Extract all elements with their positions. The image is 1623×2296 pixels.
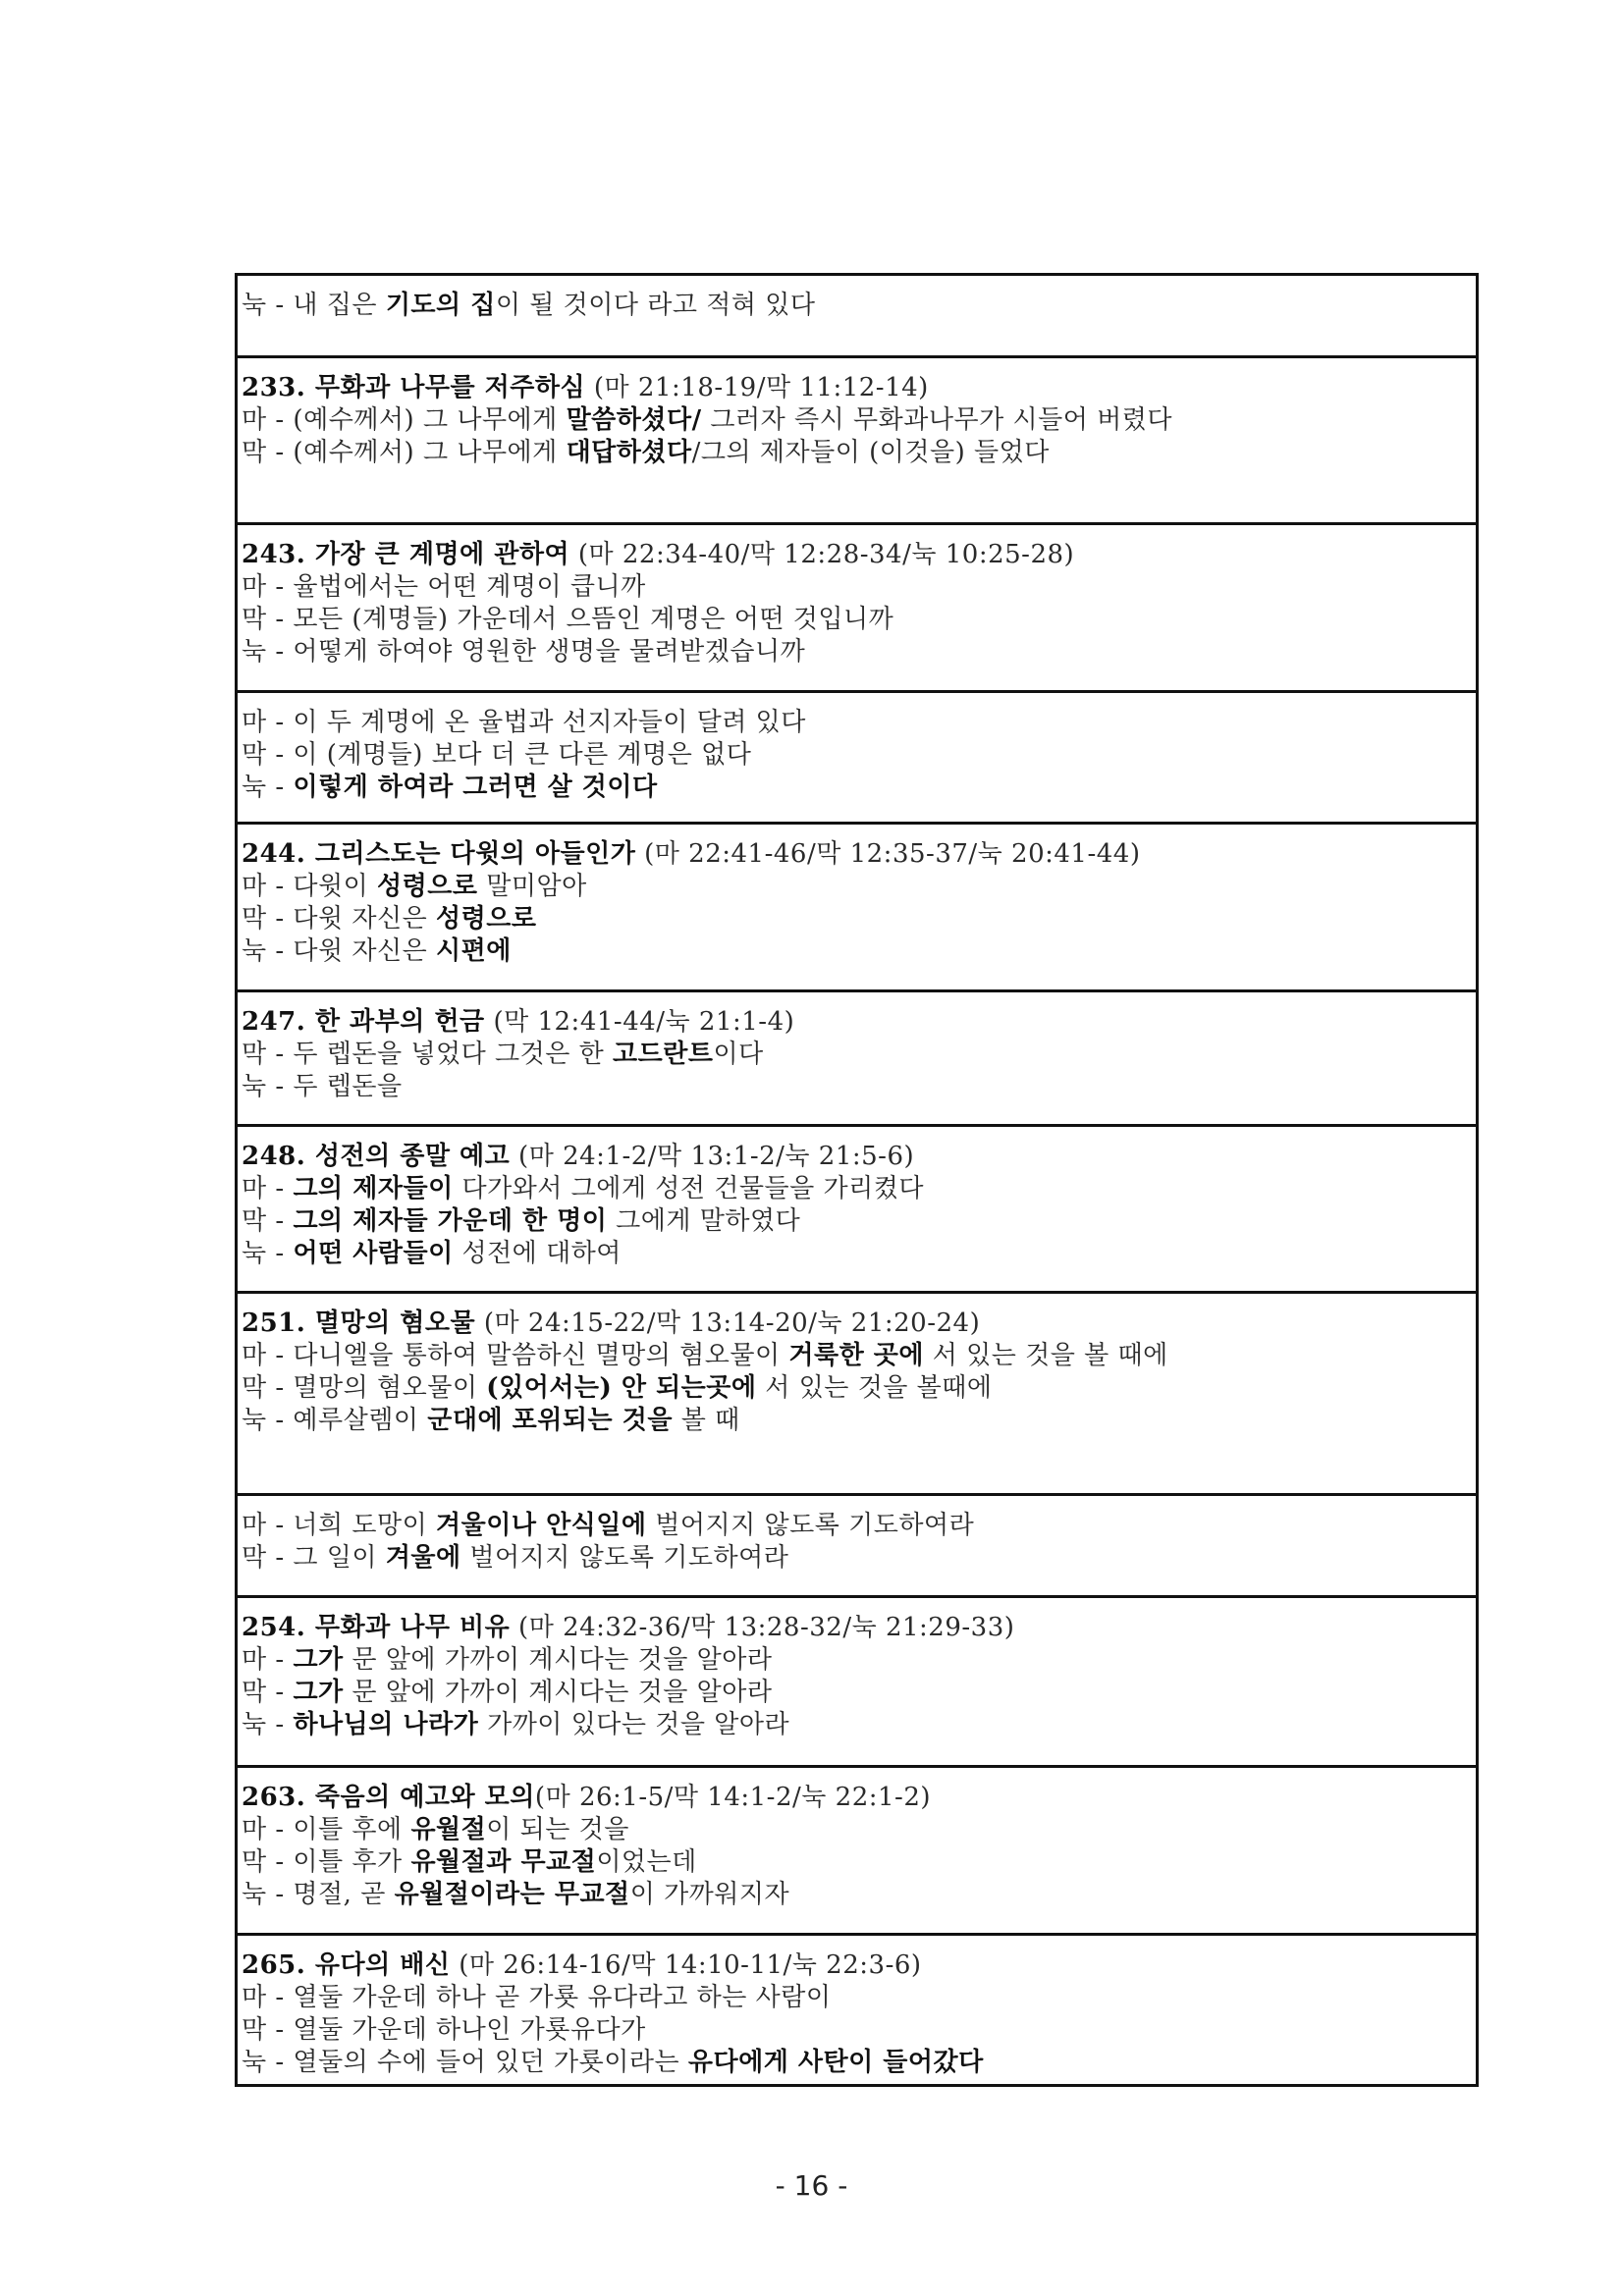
bold-text: 247. 한 과부의 헌금 [242,1007,485,1037]
bold-text: 겨울에 [385,1543,461,1573]
text-line [242,1006,1476,1039]
text-segment: 마 - [242,1645,294,1675]
text-line [242,1982,1476,2014]
bold-text: 251. 멸망의 혐오물 [242,1308,476,1338]
text-segment: 눅 - [242,773,294,802]
bold-text: (있어서는) 안 되는곳에 [486,1373,757,1403]
text-segment: (마 24:32-36/막 13:28-32/눅 21:29-33) [510,1613,1015,1642]
text-segment: 서 있는 것을 볼때에 [756,1373,993,1403]
bold-text: 그가 [293,1645,344,1675]
text-segment: 눅 - 다윗 자신은 [242,936,437,966]
table-cell [238,525,1476,693]
text-segment: 성전에 대하여 [453,1239,622,1268]
text-line [242,290,1476,322]
bold-text: 성령으로 [436,904,537,934]
text-segment: 막 - 멸망의 혐오물이 [242,1373,487,1403]
text-line [242,1949,1476,1982]
text-line [242,604,1476,636]
text-segment: 막 - 열둘 가운데 하나인 가룟유다가 [242,2015,646,2045]
text-line [242,1782,1476,1814]
table-cell [238,1598,1476,1768]
bold-text: 군대에 포위되는 것을 [427,1406,673,1435]
text-segment: (마 22:34-40/막 12:28-34/눅 10:25-28) [569,540,1075,569]
bold-text: 유월절이라는 무교절 [394,1880,630,1909]
bold-text: 그가 [293,1678,344,1707]
text-segment: (마 22:41-46/막 12:35-37/눅 20:41-44) [635,839,1141,869]
text-segment: 마 - 다윗이 [242,872,378,901]
bold-text: 265. 유다의 배신 [242,1950,451,1980]
text-segment: 눅 - 예루살렘이 [242,1406,428,1435]
text-line [242,1405,1476,1437]
bold-text: 이렇게 하여라 그러면 살 것이다 [293,773,658,802]
bold-text: 233. 무화과 나무를 저주하심 [242,373,586,402]
text-line [242,1510,1476,1542]
text-segment: 막 - (예수께서) 그 나무에게 [242,438,567,467]
text-segment: 벌어지지 않도록 기도하여라 [646,1511,975,1540]
table-cell [238,1768,1476,1936]
text-segment: 막 - 이 (계명들) 보다 더 큰 다른 계명은 없다 [242,740,752,770]
text-segment: /그의 제자들이 (이것을) 들었다 [691,438,1050,467]
text-segment: (마 21:18-19/막 11:12-14) [585,373,929,402]
text-line [242,1141,1476,1173]
bold-text: 유다에게 사탄이 들어갔다 [687,2048,984,2077]
text-segment: 가까이 있다는 것을 알아라 [478,1710,790,1739]
bold-text: 하나님의 나라가 [293,1710,479,1739]
bold-text: 244. 그리스도는 다윗의 아들인가 [242,839,636,869]
table-cell [238,1496,1476,1598]
table-cell [238,992,1476,1127]
page-number: - 16 - [775,2169,848,2202]
text-segment: 눅 - [242,1239,294,1268]
text-segment: 문 앞에 가까이 계시다는 것을 알아라 [343,1678,773,1707]
text-line [242,404,1476,437]
text-line [242,1709,1476,1741]
text-segment: 문 앞에 가까이 계시다는 것을 알아라 [343,1645,773,1675]
text-segment: 이다 [713,1040,764,1069]
bold-text: 기도의 집 [385,291,496,320]
text-line [242,739,1476,772]
text-line [242,1677,1476,1709]
text-segment: (마 24:15-22/막 13:14-20/눅 21:20-24) [475,1308,981,1338]
text-segment: 눅 - 두 렙돈을 [242,1072,403,1101]
text-line [242,1173,1476,1205]
text-line [242,2047,1476,2079]
bold-text: 유월절 [410,1815,487,1844]
bold-text: 말씀하셨다/ [566,405,702,435]
text-line [242,1205,1476,1238]
bold-text: 263. 죽음의 예고와 모의 [242,1783,535,1812]
text-line [242,1340,1476,1372]
bold-text: 고드란트 [613,1040,714,1069]
text-segment: 막 - 그 일이 [242,1543,386,1573]
text-segment: 볼 때 [672,1406,740,1435]
text-segment: 눅 - 어떻게 하여야 영원한 생명을 물려받겠습니까 [242,637,806,667]
text-segment: 눅 - 명절, 곧 [242,1880,395,1909]
text-line [242,571,1476,604]
text-segment: 막 - 다윗 자신은 [242,904,437,934]
text-line [242,1542,1476,1575]
text-segment: 말미암아 [477,872,587,901]
text-segment: 마 - 이틀 후에 [242,1815,411,1844]
text-segment: 막 - [242,1678,294,1707]
table-cell [238,358,1476,525]
bold-text: 그의 제자들이 [293,1174,454,1203]
text-segment: (마 26:1-5/막 14:1-2/눅 22:1-2) [534,1783,932,1812]
text-segment: 이 될 것이다 라고 적혀 있다 [495,291,816,320]
text-segment: 마 - 이 두 계명에 온 율법과 선지자들이 달려 있다 [242,708,806,737]
text-segment: 그에게 말하였다 [607,1206,801,1236]
text-segment: 이 가까워지자 [629,1880,790,1909]
bold-text: 248. 성전의 종말 예고 [242,1142,511,1171]
comparison-table [235,273,1479,2087]
text-segment: 마 - (예수께서) 그 나무에게 [242,405,567,435]
bold-text: 243. 가장 큰 계명에 관하여 [242,540,570,569]
text-line [242,437,1476,469]
text-line [242,903,1476,935]
text-line [242,1612,1476,1644]
text-line [242,1308,1476,1340]
bold-text: 성령으로 [377,872,478,901]
table-cell [238,1127,1476,1294]
bold-text: 대답하셨다 [566,438,692,467]
text-segment: 막 - 모든 (계명들) 가운데서 으뜸인 계명은 어떤 것입니까 [242,605,894,634]
text-segment: 그러자 즉시 무화과나무가 시들어 버렸다 [701,405,1172,435]
text-line [242,707,1476,739]
text-line [242,1238,1476,1270]
text-line [242,1846,1476,1879]
text-line [242,539,1476,571]
text-line [242,871,1476,903]
text-segment: 막 - 두 렙돈을 넣었다 그것은 한 [242,1040,614,1069]
text-line [242,772,1476,804]
text-line [242,2014,1476,2047]
bold-text: 겨울이나 안식일에 [436,1511,647,1540]
text-line [242,935,1476,968]
text-segment: (마 26:14-16/막 14:10-11/눅 22:3-6) [450,1950,922,1980]
bold-text: 유월절과 무교절 [410,1847,597,1877]
text-line [242,1644,1476,1677]
text-segment: (마 24:1-2/막 13:1-2/눅 21:5-6) [510,1142,915,1171]
bold-text: 어떤 사람들이 [293,1239,454,1268]
table-cell [238,1936,1476,2084]
text-line [242,1039,1476,1071]
text-line [242,838,1476,871]
text-line [242,1814,1476,1846]
bold-text: 254. 무화과 나무 비유 [242,1613,511,1642]
bold-text: 그의 제자들 가운데 한 명이 [293,1206,608,1236]
text-segment: (막 12:41-44/눅 21:1-4) [484,1007,795,1037]
bold-text: 시편에 [436,936,512,966]
text-segment: 서 있는 것을 볼 때에 [923,1341,1168,1370]
text-segment: 마 - 율법에서는 어떤 계명이 큽니까 [242,572,646,602]
text-segment: 마 - 열둘 가운데 하나 곧 가룟 유다라고 하는 사람이 [242,1983,832,2012]
text-segment: 마 - 너희 도망이 [242,1511,437,1540]
text-line [242,1879,1476,1911]
text-line [242,372,1476,404]
text-segment: 눅 - [242,1710,294,1739]
text-line [242,636,1476,668]
table-cell [238,693,1476,825]
text-segment: 눅 - 열둘의 수에 들어 있던 가룟이라는 [242,2048,688,2077]
table-cell [238,825,1476,992]
text-segment: 이 되는 것을 [486,1815,629,1844]
text-segment: 막 - 이틀 후가 [242,1847,411,1877]
table-cell [238,276,1476,358]
text-segment: 이었는데 [596,1847,697,1877]
text-segment: 다가와서 그에게 성전 건물들을 가리켰다 [453,1174,924,1203]
text-segment: 눅 - 내 집은 [242,291,386,320]
text-segment: 막 - [242,1206,294,1236]
text-line [242,1372,1476,1405]
text-segment: 마 - 다니엘을 통하여 말씀하신 멸망의 혐오물이 [242,1341,789,1370]
text-line [242,1071,1476,1103]
text-segment: 벌어지지 않도록 기도하여라 [460,1543,789,1573]
bold-text: 거룩한 곳에 [788,1341,924,1370]
table-cell [238,1294,1476,1496]
text-segment: 마 - [242,1174,294,1203]
